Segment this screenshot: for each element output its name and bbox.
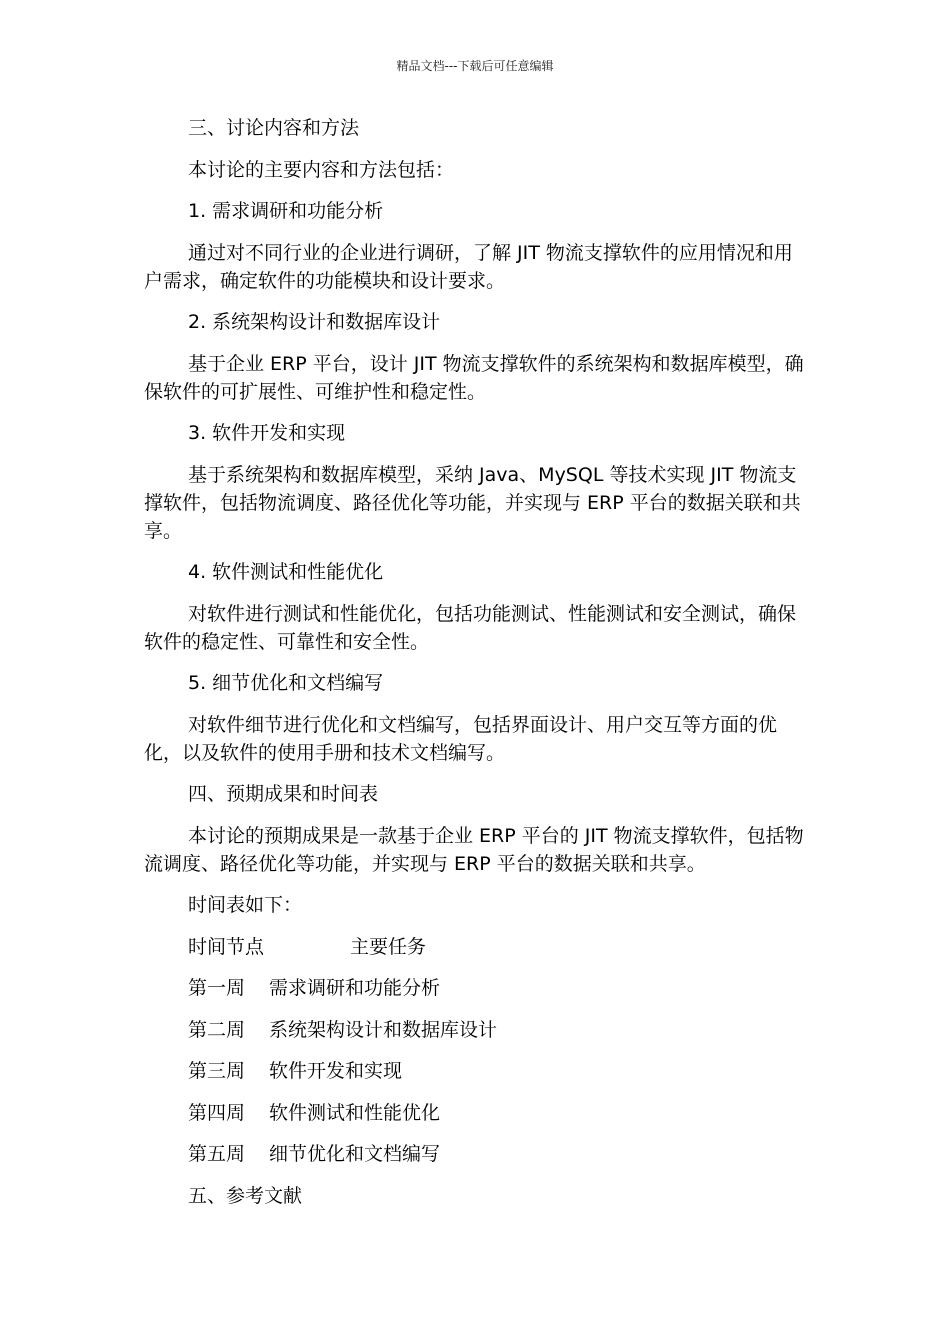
schedule-task: 软件开发和实现 bbox=[269, 1060, 403, 1082]
schedule-row bbox=[144, 1057, 808, 1085]
schedule-task: 细节优化和文档编写 bbox=[269, 1143, 441, 1165]
item-4-body: 对软件进行测试和性能优化，包括功能测试、性能测试和安全测试，确保软件的稳定性、可靠性和安全性。 bbox=[144, 602, 797, 653]
schedule-week: 第四周 bbox=[188, 1101, 246, 1124]
section-3-title: 三、讨论内容和方法 bbox=[188, 117, 360, 139]
schedule-task: 系统架构设计和数据库设计 bbox=[269, 1018, 498, 1041]
schedule-week: 第五周 bbox=[188, 1143, 246, 1165]
schedule-week: 第二周 bbox=[188, 1018, 246, 1041]
section-4-title: 四、预期成果和时间表 bbox=[188, 783, 379, 805]
schedule-week: 第三周 bbox=[188, 1060, 246, 1082]
section-3-intro: 本讨论的主要内容和方法包括： bbox=[188, 158, 455, 181]
schedule-row bbox=[144, 974, 808, 1002]
document-body bbox=[144, 114, 808, 1223]
item-2-title: 2. 系统架构设计和数据库设计 bbox=[188, 311, 441, 333]
item-3-body: 基于系统架构和数据库模型，采纳 Java、MySQL 等技术实现 JIT 物流支撑软件，包括物流调度、路径优化等功能，并实现与 ERP 平台的数据关联和共享。 bbox=[144, 463, 801, 542]
section-5-title: 五、参考文献 bbox=[188, 1184, 303, 1207]
schedule-task: 软件测试和性能优化 bbox=[269, 1101, 441, 1124]
item-2-body: 基于企业 ERP 平台，设计 JIT 物流支撑软件的系统架构和数据库模型，确保软件的可扩展性、可维护性和稳定性。 bbox=[144, 352, 804, 403]
schedule-week: 第一周 bbox=[188, 977, 246, 999]
item-3-title: 3. 软件开发和实现 bbox=[188, 422, 346, 444]
schedule-header-row bbox=[144, 933, 808, 961]
schedule-row bbox=[144, 1140, 808, 1168]
page-header: 精品文档---下载后可任意编辑 bbox=[396, 59, 554, 73]
section-4-body: 本讨论的预期成果是一款基于企业 ERP 平台的 JIT 物流支撑软件，包括物流调度、路径优化等功能，并实现与 ERP 平台的数据关联和共享。 bbox=[144, 824, 804, 875]
item-4-title: 4. 软件测试和性能优化 bbox=[188, 561, 384, 583]
schedule-task: 需求调研和功能分析 bbox=[269, 977, 441, 999]
item-1-title: 1. 需求调研和功能分析 bbox=[188, 200, 384, 222]
schedule-row bbox=[144, 1099, 808, 1127]
item-5-title: 5. 细节优化和文档编写 bbox=[188, 672, 384, 694]
schedule-header-time: 时间节点 bbox=[188, 935, 265, 958]
schedule-intro: 时间表如下： bbox=[188, 894, 303, 916]
schedule-row bbox=[144, 1016, 808, 1044]
schedule-header-task: 主要任务 bbox=[350, 935, 427, 958]
item-1-body: 通过对不同行业的企业进行调研，了解 JIT 物流支撑软件的应用情况和用户需求，确定软件的功能模块和设计要求。 bbox=[144, 241, 793, 292]
item-5-body: 对软件细节进行优化和文档编写，包括界面设计、用户交互等方面的优化，以及软件的使用手册和技术文档编写。 bbox=[144, 713, 778, 764]
